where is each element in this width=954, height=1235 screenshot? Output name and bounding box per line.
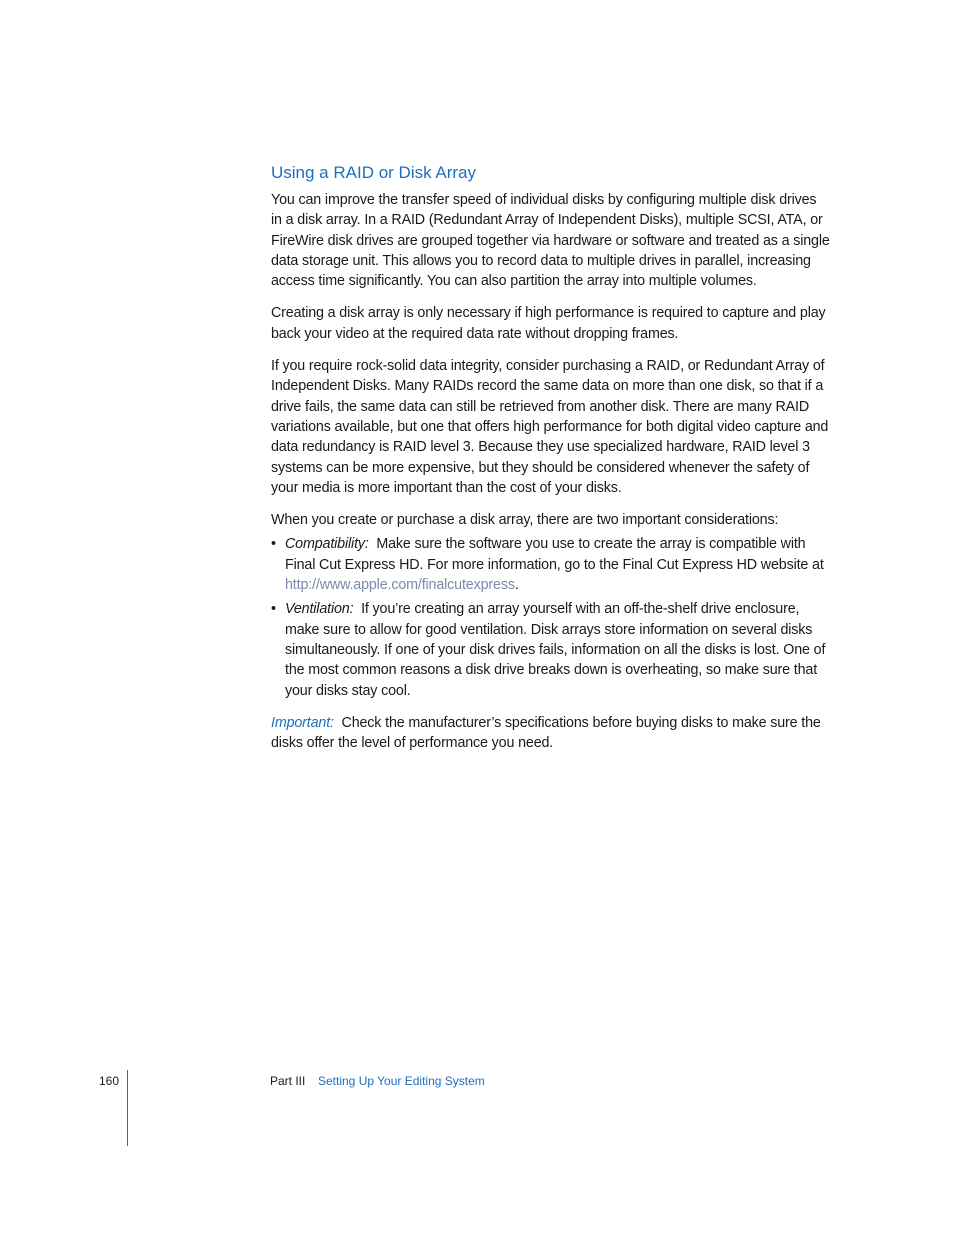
chapter-title: Setting Up Your Editing System [318, 1074, 485, 1088]
paragraph-performance: Creating a disk array is only necessary if high performance is required to capture and play back your video at the required data rate without dropping frames. [271, 305, 826, 342]
paragraph-considerations: When you create or purchase a disk array, there are two important considerations: [271, 512, 779, 529]
footer-divider [127, 1070, 128, 1146]
section-title: Using a RAID or Disk Array [271, 163, 476, 182]
ventilation-text: If you’re creating an array yourself with an off-the-shelf drive enclosure, make sure to allow for good ventilation. Disk arrays store information on several disks simultaneously. If one of your disk drives fails, information on all the disks is lost. One of the most common reasons a disk drive breaks down is overheating, so make sure that your disks stay cool. [285, 601, 826, 699]
term-ventilation: Ventilation: [285, 601, 354, 618]
main-content [271, 162, 831, 765]
part-label: Part III [270, 1074, 306, 1088]
paragraph-integrity: If you require rock-solid data integrity, consider purchasing a RAID, or Redundant Array of Independent Disks. Many RAIDs record the same data on more than one disk, so that if a drive fails, the same data can still be retrieved from another disk. There are many RAID variations available, but one that offers high performance for both digital video capture and data redundancy is RAID level 3. Because they use specialized hardware, RAID level 3 systems can be more expensive, but they should be considered whenever the safety of your media is more important than the cost of your disks. [271, 358, 829, 496]
compatibility-text: Make sure the software you use to create the array is compatible with Final Cut Express HD. For more information, go to the Final Cut Express HD website at [285, 536, 824, 573]
compatibility-period: . [514, 577, 519, 594]
finalcutexpress-link[interactable]: http://www.apple.com/finalcutexpress [285, 577, 515, 594]
bullet-marker: • [271, 536, 276, 553]
important-label: Important: [271, 714, 334, 731]
important-note [271, 713, 831, 754]
paragraph-intro: You can improve the transfer speed of individual disks by configuring multiple disk drives in a disk array. In a RAID (Redundant Array of Independent Disks), multiple SCSI, ATA, or FireWire disk drives are grouped together via hardware or software and treated as a single data storage unit. This allows you to record data to multiple drives in parallel, increasing access time significantly. You can also partition the array into multiple volumes. [271, 192, 830, 290]
important-text: Check the manufacturer’s specifications before buying disks to make sure the disks offer the level of performance you need. [271, 714, 821, 752]
page-footer [0, 1070, 954, 1150]
bullet-marker: • [271, 601, 276, 618]
list-item-ventilation [271, 599, 831, 700]
list-item-compatibility [271, 534, 831, 595]
page-number: 160 [99, 1074, 120, 1088]
term-compatibility: Compatibility: [285, 536, 369, 553]
considerations-list [271, 534, 831, 700]
